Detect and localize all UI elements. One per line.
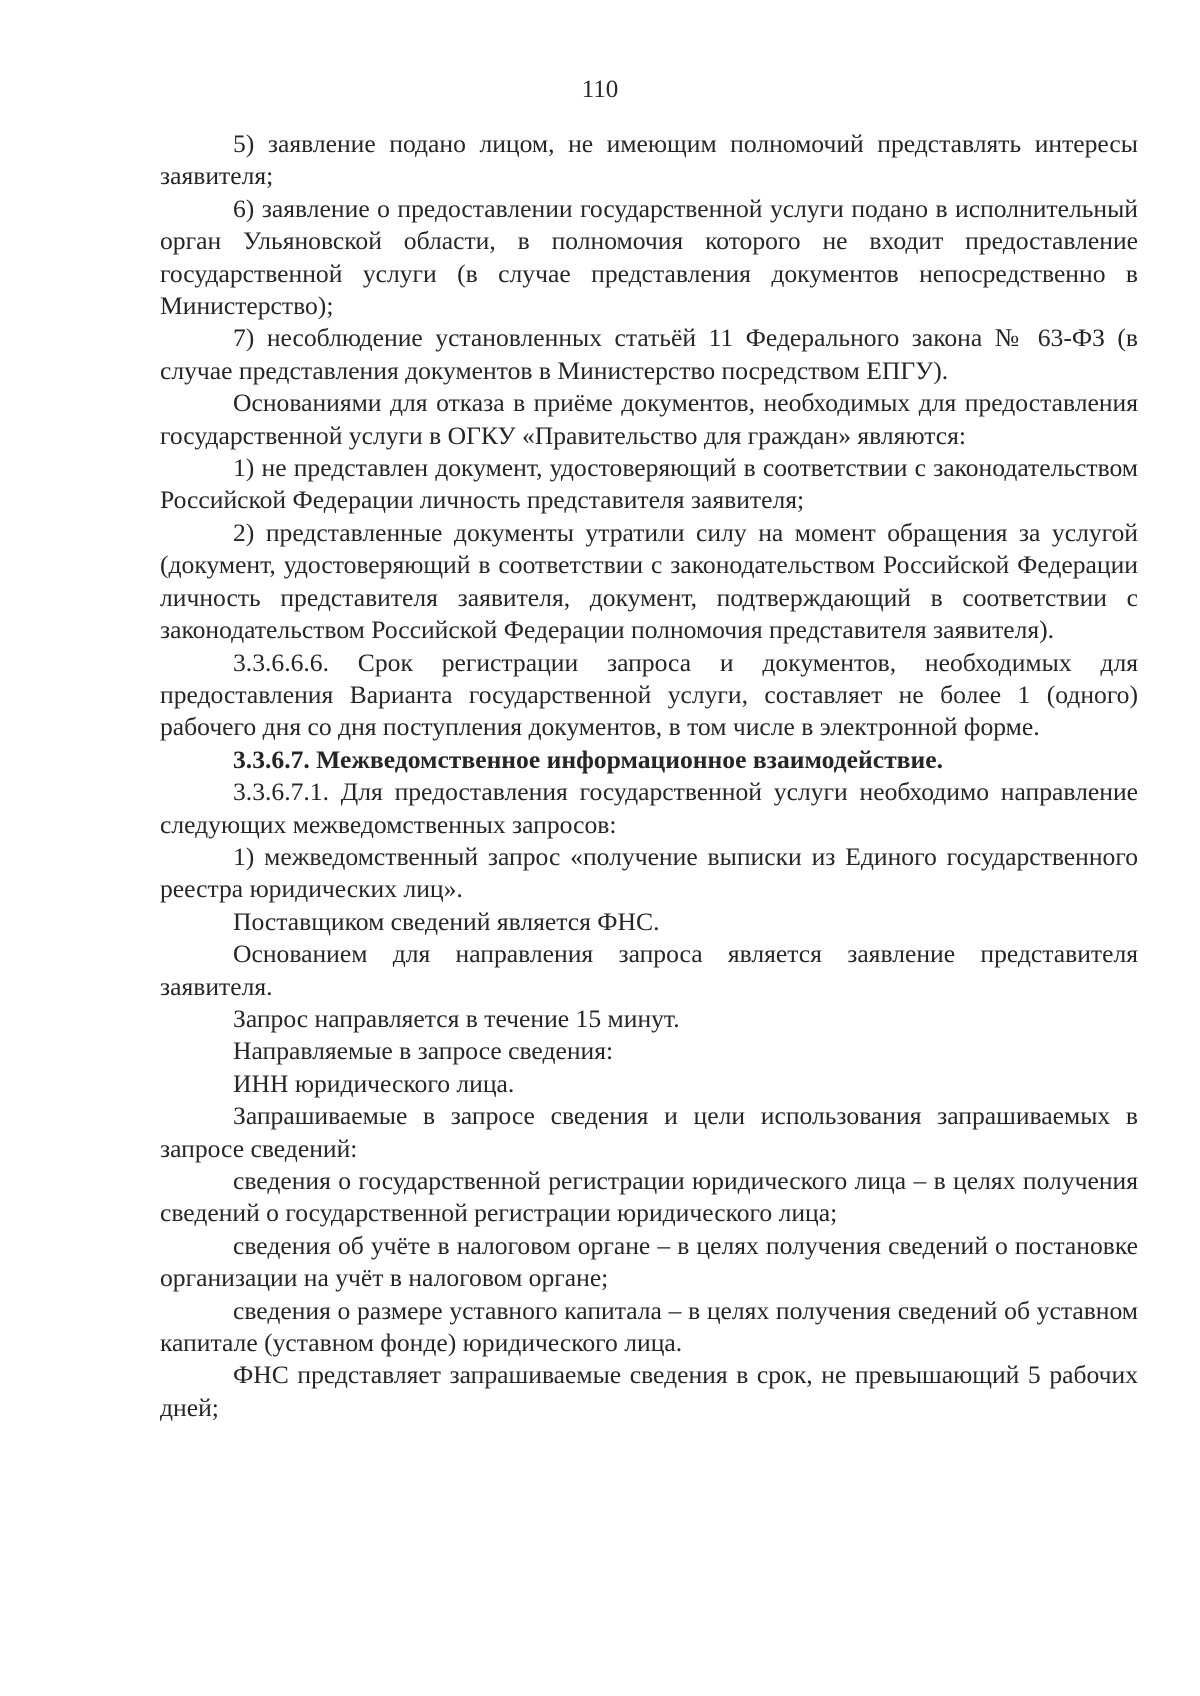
section-heading: 3.3.6.7. Межведомственное информационное взаимодействие.: [233, 744, 943, 774]
paragraph: ФНС представляет запрашиваемые сведения в срок, не превышающий 5 рабочих дней;: [160, 1360, 1138, 1422]
paragraph: 3.3.6.7.1. Для предоставления государственной услуги необходимо направление следующих межведомственных запросов:: [160, 777, 1138, 839]
paragraph: Запрашиваемые в запросе сведения и цели использования запрашиваемых в запросе сведений:: [160, 1101, 1138, 1163]
paragraph: Направляемые в запросе сведения:: [233, 1036, 614, 1066]
document-body: [160, 128, 1138, 1424]
paragraph: Основанием для направления запроса является заявление представителя заявителя.: [160, 939, 1138, 1001]
paragraph: 2) представленные документы утратили силу на момент обращения за услугой (документ, удостоверяющий в соответствии с законодательством Российской Федерации личность представителя заявителя, документ, подтверждающий в соответствии с законодательством Российской Федерации полномочия представителя заявителя).: [160, 517, 1138, 645]
page-number: 110: [581, 76, 619, 103]
paragraph: 5) заявление подано лицом, не имеющим полномочий представлять интересы заявителя;: [160, 129, 1138, 191]
paragraph: сведения о размере уставного капитала – в целях получения сведений об уставном капитале (уставном фонде) юридического лица.: [160, 1295, 1138, 1358]
paragraph: ИНН юридического лица.: [233, 1068, 515, 1098]
paragraph: сведения об учёте в налоговом органе – в целях получения сведений о постановке организации на учёт в налоговом органе;: [160, 1230, 1138, 1293]
paragraph: Основаниями для отказа в приёме документов, необходимых для предоставления государственной услуги в ОГКУ «Правительство для граждан» являются:: [160, 388, 1138, 450]
paragraph: сведения о государственной регистрации юридического лица – в целях получения сведений о государственной регистрации юридического лица;: [160, 1166, 1138, 1228]
paragraph: Запрос направляется в течение 15 минут.: [233, 1003, 680, 1033]
paragraph: Поставщиком сведений является ФНС.: [233, 906, 660, 936]
paragraph: 7) несоблюдение установленных статьёй 11 Федерального закона № 63-ФЗ (в случае представления документов в Министерство посредством ЕПГУ).: [160, 323, 1138, 385]
paragraph: 1) не представлен документ, удостоверяющий в соответствии с законодательством Российской Федерации личность представителя заявителя;: [160, 453, 1138, 515]
paragraph: 6) заявление о предоставлении государственной услуги подано в исполнительный орган Ульяновской области, в полномочия которого не входит предоставление государственной услуги (в случае представления документов непосредственно в Министерство);: [160, 193, 1138, 321]
paragraph: 3.3.6.6.6. Срок регистрации запроса и документов, необходимых для предоставления Варианта государственной услуги, составляет не более 1 (одного) рабочего дня со дня поступления документов, в том числе в электронной форме.: [160, 647, 1138, 742]
paragraph: 1) межведомственный запрос «получение выписки из Единого государственного реестра юридических лиц».: [160, 841, 1138, 904]
